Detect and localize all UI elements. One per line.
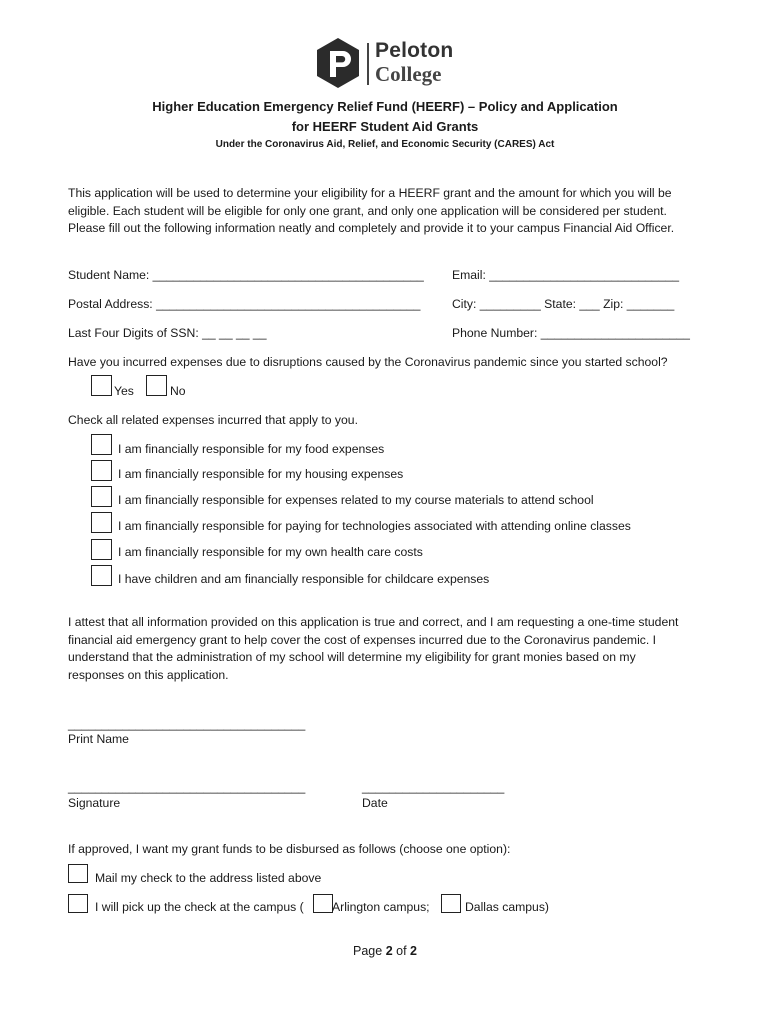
page-word: Page: [353, 944, 383, 958]
expense-checkbox-course-materials[interactable]: [91, 486, 112, 507]
date-line[interactable]: _____________________: [362, 780, 505, 794]
arlington-campus-checkbox[interactable]: [313, 894, 333, 913]
signature-line[interactable]: ___________________________________: [68, 780, 306, 794]
expense-checkbox-childcare[interactable]: [91, 565, 112, 586]
pickup-check-checkbox[interactable]: [68, 894, 88, 913]
email-field[interactable]: Email: ____________________________: [452, 268, 680, 282]
date-label: Date: [362, 796, 388, 810]
print-name-label: Print Name: [68, 732, 129, 746]
expense-checkbox-housing[interactable]: [91, 460, 112, 481]
mail-check-checkbox[interactable]: [68, 864, 88, 883]
expense-label-housing: I am financially responsible for my housing expenses: [118, 467, 404, 481]
expense-label-technologies: I am financially responsible for paying for technologies associated with attending online classes: [118, 519, 631, 533]
intro-line2: eligible. Each student will be eligible for only one grant, and only one application will be considered per student.: [68, 204, 667, 218]
attest-line2: financial aid emergency grant to help cover the cost of expenses incurred due to the Coronavirus pandemic. I: [68, 633, 657, 647]
page-title-line2: for HEERF Student Aid Grants: [291, 119, 479, 134]
arlington-campus-label: Arlington campus;: [332, 900, 430, 914]
no-checkbox[interactable]: [146, 375, 167, 396]
peloton-logo-icon: [316, 37, 360, 89]
expense-checkbox-health-care[interactable]: [91, 539, 112, 560]
signature-label: Signature: [68, 796, 121, 810]
postal-address-field[interactable]: Postal Address: _______________________________________: [68, 297, 421, 311]
page-number: [0, 943, 770, 960]
expense-checkbox-technologies[interactable]: [91, 512, 112, 533]
attest-line1: I attest that all information provided on this application is true and correct, and I am requesting a one-time student: [68, 615, 679, 629]
of-word: of: [396, 944, 407, 958]
expense-label-childcare: I have children and am financially responsible for childcare expenses: [118, 572, 490, 586]
disbursement-prompt: If approved, I want my grant funds to be disbursed as follows (choose one option):: [68, 842, 511, 856]
ssn-field[interactable]: Last Four Digits of SSN: __ __ __ __: [68, 326, 267, 340]
expense-checkbox-food[interactable]: [91, 434, 112, 455]
no-label: No: [170, 384, 186, 398]
college-logo: [316, 37, 466, 89]
page-total: 2: [410, 944, 417, 958]
print-name-line[interactable]: ___________________________________: [68, 717, 306, 731]
dallas-campus-label: Dallas campus): [465, 900, 549, 914]
yes-checkbox[interactable]: [91, 375, 112, 396]
page-title-line1: Higher Education Emergency Relief Fund (HEERF) – Policy and Application: [152, 99, 618, 114]
expense-label-health-care: I am financially responsible for my own health care costs: [118, 545, 423, 559]
attest-line4: responses on this application.: [68, 668, 229, 682]
pickup-check-label: I will pick up the check at the campus (: [95, 900, 304, 914]
attest-line3: understand that the administration of my school will determine my eligibility for grant monies based on my: [68, 650, 636, 664]
expense-label-food: I am financially responsible for my food expenses: [118, 442, 385, 456]
expenses-prompt: Check all related expenses incurred that apply to you.: [68, 413, 358, 427]
logo-divider: [367, 43, 369, 85]
intro-line1: This application will be used to determine your eligibility for a HEERF grant and the amount for which you will be: [68, 186, 672, 200]
intro-line3: Please fill out the following information neatly and completely and provide it to your campus Financial Aid Officer.: [68, 221, 675, 235]
expense-label-course-materials: I am financially responsible for expenses related to my course materials to attend school: [118, 493, 594, 507]
phone-field[interactable]: Phone Number: ______________________: [452, 326, 690, 340]
logo-line2: College: [375, 62, 442, 86]
dallas-campus-checkbox[interactable]: [441, 894, 461, 913]
city-state-zip-field[interactable]: City: _________ State: ___ Zip: _______: [452, 297, 675, 311]
page-current: 2: [385, 944, 393, 958]
mail-check-label: Mail my check to the address listed above: [95, 871, 322, 885]
page-subtitle: Under the Coronavirus Aid, Relief, and Economic Security (CARES) Act: [215, 139, 555, 150]
student-name-field[interactable]: Student Name: ________________________________________: [68, 268, 424, 282]
coronavirus-question: Have you incurred expenses due to disruptions caused by the Coronavirus pandemic since you started school?: [68, 355, 668, 369]
logo-line1: Peloton: [375, 39, 454, 62]
yes-label: Yes: [114, 384, 134, 398]
